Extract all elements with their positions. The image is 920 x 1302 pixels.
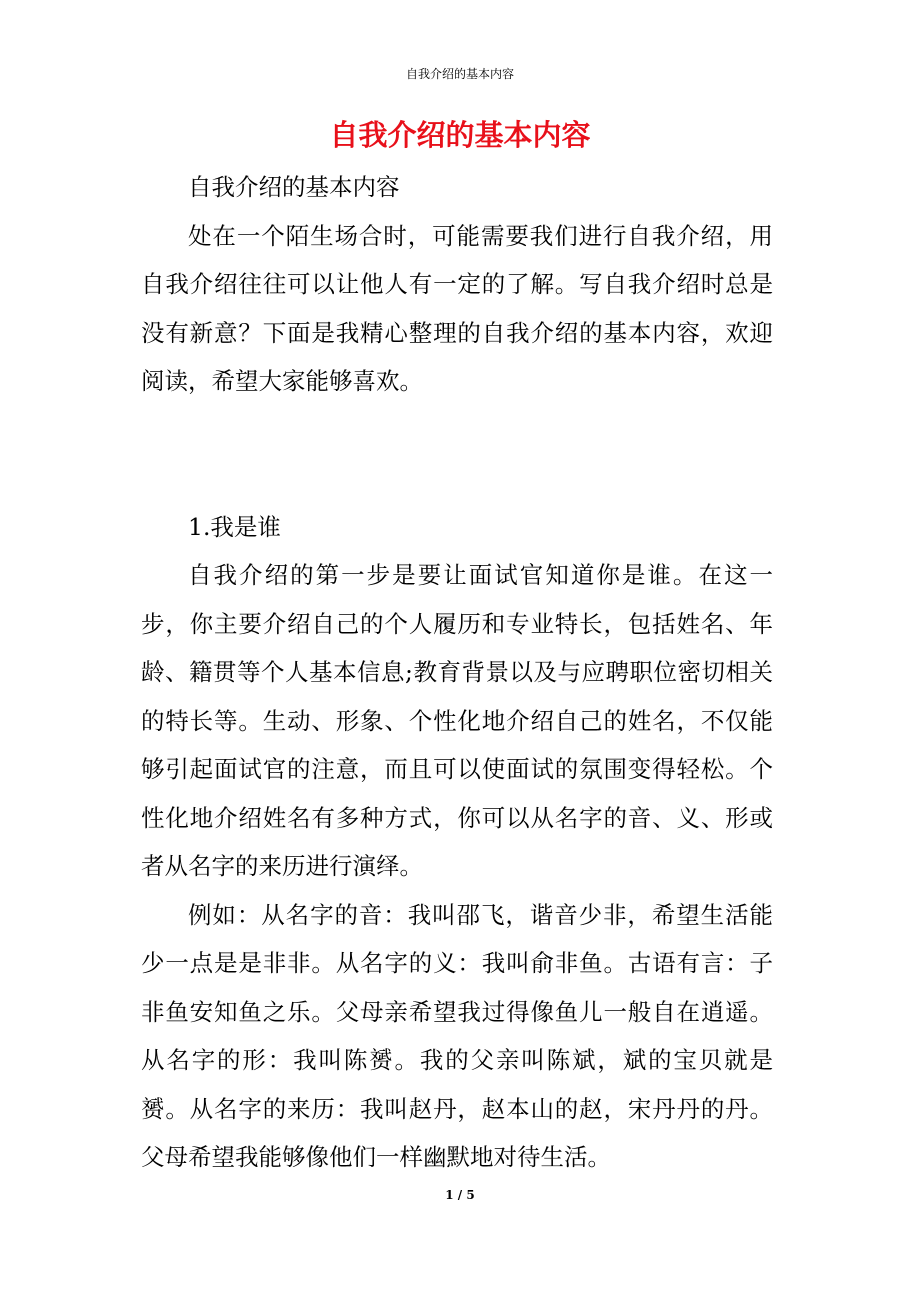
section-heading: 1.我是谁 — [188, 512, 281, 541]
blank-space — [141, 406, 773, 503]
document-title: 自我介绍的基本内容 — [329, 118, 591, 152]
page-header: 自我介绍的基本内容 — [405, 67, 514, 81]
intro-paragraph: 处在一个陌生场合时，可能需要我们进行自我介绍，用自我介绍往往可以让他人有一定的了解。写自我介绍时总是没有新意？下面是我精心整理的自我介绍的基本内容，欢迎阅读，希望大家能够喜欢。 — [141, 221, 773, 395]
section-body-paragraph: 自我介绍的第一步是要让面试官知道你是谁。在这一步，你主要介绍自己的个人履历和专业特长，包括姓名、年龄、籍贯等个人基本信息;教育背景以及与应聘职位密切相关的特长等。生动、形象、个性化地介绍自己的姓名，不仅能够引起面试官的注意，而且可以使面试的氛围变得轻松。个性化地介绍姓名有多种方式，你可以从名字的音、义、形或者从名字的来历进行演绎。 — [141, 561, 773, 880]
page-number: 1 / 5 — [445, 1188, 475, 1202]
example-paragraph: 例如：从名字的音：我叫邵飞，谐音少非，希望生活能少一点是是非非。从名字的义：我叫俞非鱼。古语有言：子非鱼安知鱼之乐。父母亲希望我过得像鱼儿一般自在逍遥。从名字的形：我叫陈赟。我的父亲叫陈斌，斌的宝贝就是赟。从名字的来历：我叫赵丹，赵本山的赵，宋丹丹的丹。父母希望我能够像他们一样幽默地对待生活。 — [141, 900, 773, 1171]
subtitle-paragraph: 自我介绍的基本内容 — [188, 173, 400, 201]
document-body — [141, 163, 773, 1182]
